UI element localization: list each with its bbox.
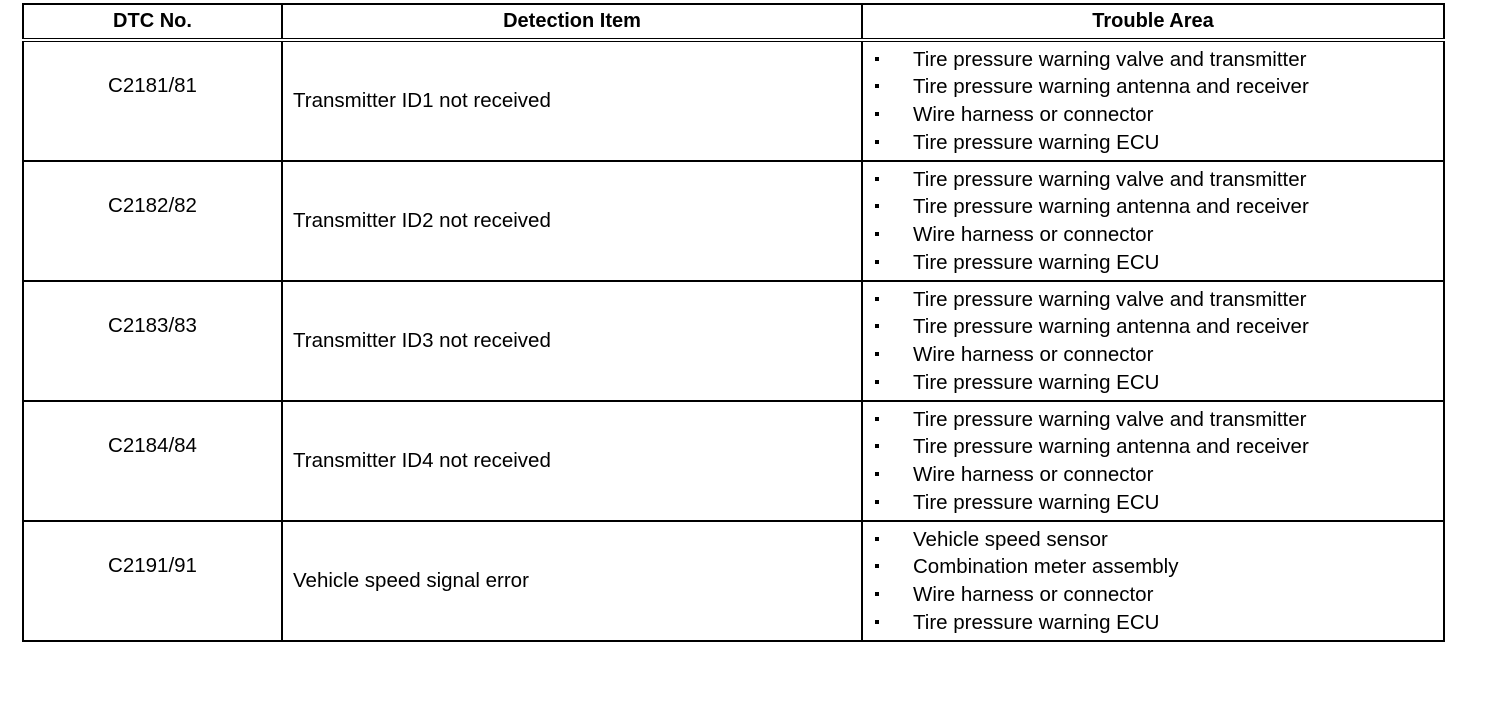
bullet-icon: [875, 46, 885, 74]
bullet-icon: [875, 313, 885, 341]
dtc-code-cell: C2184/84: [23, 401, 282, 521]
table-row: [23, 281, 1444, 401]
trouble-area-cell: [862, 281, 1444, 401]
bullet-icon: [875, 406, 885, 434]
trouble-area-text: Wire harness or connector: [913, 463, 1154, 486]
list-item: [875, 553, 1443, 581]
bullet-icon: [875, 286, 885, 314]
trouble-area-cell: [862, 40, 1444, 161]
list-item: [875, 73, 1443, 101]
list-item: [875, 129, 1443, 157]
bullet-icon: [875, 526, 885, 554]
bullet-icon: [875, 221, 885, 249]
dtc-table: [22, 3, 1445, 642]
dtc-code-cell: C2191/91: [23, 521, 282, 641]
list-item: [875, 221, 1443, 249]
list-item: [875, 489, 1443, 517]
trouble-area-text: Wire harness or connector: [913, 103, 1154, 126]
bullet-icon: [875, 129, 885, 157]
list-item: [875, 461, 1443, 489]
bullet-icon: [875, 581, 885, 609]
table-row: [23, 521, 1444, 641]
trouble-area-text: Wire harness or connector: [913, 223, 1154, 246]
bullet-icon: [875, 489, 885, 517]
trouble-area-list: [875, 406, 1443, 517]
header-row: [23, 4, 1444, 40]
trouble-area-text: Tire pressure warning ECU: [913, 250, 1160, 274]
table-row: [23, 401, 1444, 521]
trouble-area-cell: [862, 521, 1444, 641]
list-item: [875, 166, 1443, 194]
trouble-area-text: Tire pressure warning antenna and receiver: [913, 435, 1309, 459]
list-item: [875, 193, 1443, 221]
trouble-area-text: Tire pressure warning ECU: [913, 610, 1160, 634]
trouble-area-cell: [862, 401, 1444, 521]
trouble-area-cell: [862, 161, 1444, 281]
trouble-area-list: [875, 166, 1443, 277]
table-body: [23, 40, 1444, 641]
table-header: [23, 4, 1444, 40]
bullet-icon: [875, 461, 885, 489]
dtc-code-cell: C2183/83: [23, 281, 282, 401]
bullet-icon: [875, 166, 885, 194]
detection-item-cell: Transmitter ID2 not received: [282, 161, 862, 281]
detection-item-cell: Vehicle speed signal error: [282, 521, 862, 641]
trouble-area-text: Vehicle speed sensor: [913, 527, 1108, 551]
list-item: [875, 313, 1443, 341]
header-trouble-area: Trouble Area: [862, 4, 1444, 40]
table-row: [23, 161, 1444, 281]
list-item: [875, 526, 1443, 554]
list-item: [875, 609, 1443, 637]
bullet-icon: [875, 553, 885, 581]
bullet-icon: [875, 73, 885, 101]
list-item: [875, 406, 1443, 434]
header-dtc-no: DTC No.: [23, 4, 282, 40]
list-item: [875, 369, 1443, 397]
trouble-area-list: [875, 286, 1443, 397]
trouble-area-list: [875, 526, 1443, 637]
bullet-icon: [875, 609, 885, 637]
bullet-icon: [875, 249, 885, 277]
trouble-area-text: Tire pressure warning ECU: [913, 370, 1160, 394]
dtc-code-cell: C2181/81: [23, 40, 282, 161]
trouble-area-text: Tire pressure warning antenna and receiver: [913, 315, 1309, 339]
trouble-area-text: Wire harness or connector: [913, 583, 1154, 606]
bullet-icon: [875, 193, 885, 221]
list-item: [875, 249, 1443, 277]
trouble-area-text: Tire pressure warning valve and transmitter: [913, 287, 1307, 311]
detection-item-cell: Transmitter ID3 not received: [282, 281, 862, 401]
list-item: [875, 46, 1443, 74]
trouble-area-text: Tire pressure warning antenna and receiver: [913, 195, 1309, 219]
table-row: [23, 40, 1444, 161]
detection-item-cell: Transmitter ID1 not received: [282, 40, 862, 161]
list-item: [875, 286, 1443, 314]
bullet-icon: [875, 341, 885, 369]
list-item: [875, 581, 1443, 609]
list-item: [875, 433, 1443, 461]
trouble-area-text: Tire pressure warning ECU: [913, 490, 1160, 514]
list-item: [875, 341, 1443, 369]
trouble-area-text: Tire pressure warning valve and transmitter: [913, 167, 1307, 191]
trouble-area-text: Wire harness or connector: [913, 343, 1154, 366]
trouble-area-text: Combination meter assembly: [913, 555, 1179, 579]
list-item: [875, 101, 1443, 129]
bullet-icon: [875, 433, 885, 461]
dtc-code-cell: C2182/82: [23, 161, 282, 281]
trouble-area-text: Tire pressure warning valve and transmitter: [913, 47, 1307, 71]
trouble-area-text: Tire pressure warning antenna and receiver: [913, 75, 1309, 99]
trouble-area-text: Tire pressure warning valve and transmitter: [913, 407, 1307, 431]
detection-item-cell: Transmitter ID4 not received: [282, 401, 862, 521]
trouble-area-list: [875, 46, 1443, 157]
bullet-icon: [875, 369, 885, 397]
header-detection-item: Detection Item: [282, 4, 862, 40]
bullet-icon: [875, 101, 885, 129]
trouble-area-text: Tire pressure warning ECU: [913, 130, 1160, 154]
